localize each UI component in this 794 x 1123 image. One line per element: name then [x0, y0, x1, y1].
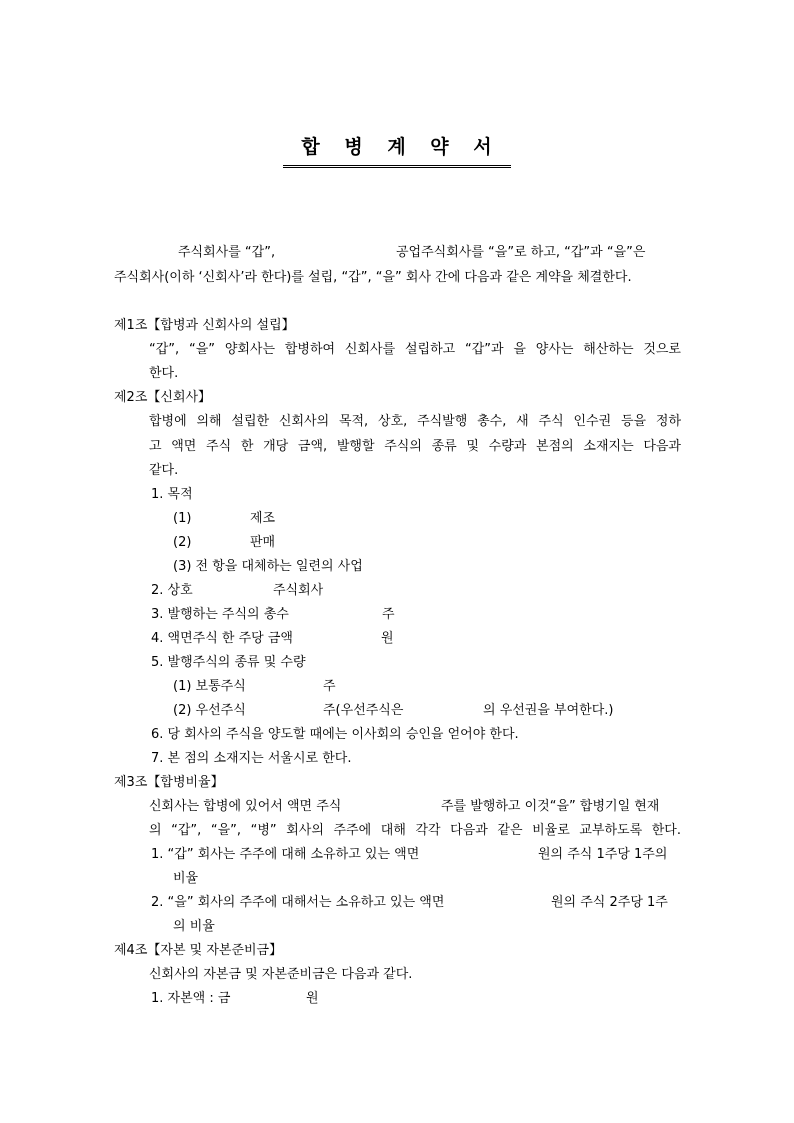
article3-body-line1-a: 신회사는 합병에 있어서 액면 주식: [149, 799, 342, 814]
intro-line2: 주식회사(이하 ‘신회사’라 한다)를 설립, “갑”, “을” 회사 간에 다음과 같은 계약을 체결한다.: [114, 270, 632, 285]
title-container: [0, 133, 794, 168]
article2-item3-unit: 주: [382, 607, 395, 622]
article2-item1: 1. 목적: [151, 487, 193, 502]
intro-line1-b: 공업주식회사를 “을”로 하고, “갑”과 “을”은: [396, 245, 646, 260]
article2-item1-2-num: (2): [173, 535, 192, 550]
article3-item1-b: 원의 주식 1주당 1주의: [538, 847, 668, 862]
article2-body-line3: 같다.: [149, 463, 179, 478]
article2-item6: 6. 당 회사의 주식을 양도할 때에는 이사회의 승인을 얻어야 한다.: [151, 727, 519, 742]
article2-item5-2-label: (2) 우선주식: [173, 703, 246, 718]
article2-item1-1-num: (1): [173, 511, 192, 526]
article2-item2-label: 2. 상호: [151, 583, 193, 598]
article4-body-line1: 신회사의 자본금 및 자본준비금은 다음과 같다.: [149, 967, 413, 982]
article2-body-line2: 고 액면 주식 한 개당 금액, 발행할 주식의 종류 및 수량과 본점의 소재지는 다음과: [149, 439, 681, 454]
article1-heading: 제1조【합병과 신회사의 설립】: [114, 318, 295, 333]
article2-item5-2-mid: 주(우선주식은: [323, 703, 404, 718]
article3-item1-c: 비율: [173, 871, 199, 886]
article2-item5-2-end: 의 우선권을 부여한다.): [483, 703, 614, 718]
article2-item5-1-label: (1) 보통주식: [173, 679, 246, 694]
article2-item7: 7. 본 점의 소재지는 서울시로 한다.: [151, 751, 352, 766]
article3-body-line1-b: 주를 발행하고 이것“을” 합병기일 현재: [441, 799, 660, 814]
article1-body-line2: 한다.: [149, 366, 179, 381]
article2-item4-unit: 원: [381, 631, 394, 646]
intro-line1-a: 주식회사를 “갑”,: [178, 245, 276, 260]
article2-item3-label: 3. 발행하는 주식의 총수: [151, 607, 289, 622]
article2-heading: 제2조【신회사】: [114, 390, 212, 405]
article4-item1-unit: 원: [306, 991, 319, 1006]
article3-item2-c: 의 비율: [173, 919, 215, 934]
article2-item1-1-text: 제조: [250, 511, 276, 526]
document-title: 합 병 계 약 서: [283, 133, 510, 168]
article3-item1-a: 1. “갑” 회사는 주주에 대해 소유하고 있는 액면: [151, 847, 420, 862]
article2-item5-1-unit: 주: [323, 679, 336, 694]
article3-heading: 제3조【합병비율】: [114, 775, 224, 790]
article1-body-line1: “갑”, “을” 양회사는 합병하여 신회사를 설립하고 “갑”과 을 양사는 해산하는 것으로: [149, 342, 681, 357]
article2-item1-3: (3) 전 항을 대체하는 일련의 사업: [173, 559, 363, 574]
article2-body-line1: 합병에 의해 설립한 신회사의 목적, 상호, 주식발행 총수, 새 주식 인수권 등을 정하: [149, 414, 681, 429]
article3-item2-b: 원의 주식 2주당 1주: [551, 895, 668, 910]
article3-item2-a: 2. “을” 회사의 주주에 대해서는 소유하고 있는 액면: [151, 895, 445, 910]
article3-body-line2: 의 “갑”, “을”, “병” 회사의 주주에 대해 각각 다음과 같은 비율로 교부하도록 한다.: [149, 823, 681, 838]
article2-item1-2-text: 판매: [250, 535, 276, 550]
article4-heading: 제4조【자본 및 자본준비금】: [114, 943, 283, 958]
article4-item1-label: 1. 자본액 : 금: [151, 991, 231, 1006]
article2-item5: 5. 발행주식의 종류 및 수량: [151, 655, 306, 670]
article2-item2-value: 주식회사: [273, 583, 324, 598]
article2-item4-label: 4. 액면주식 한 주당 금액: [151, 631, 293, 646]
